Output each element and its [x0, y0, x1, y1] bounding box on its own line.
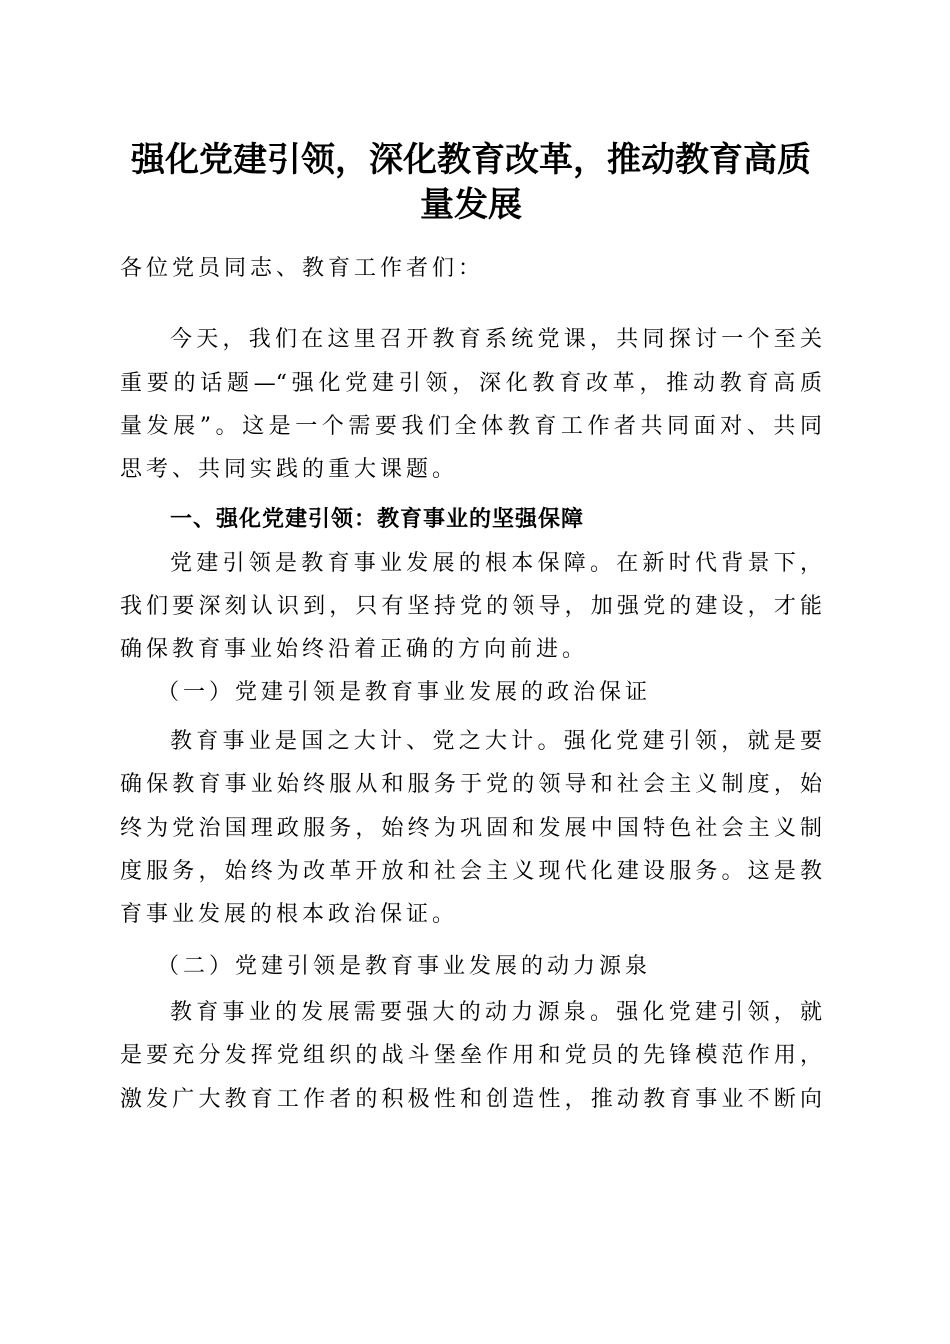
paragraph-line: 党建引领是教育事业发展的根本保障。在新时代背景下，: [170, 551, 822, 576]
paragraph-line: 我们要深刻认识到，只有坚持党的领导，加强党的建设，才能: [120, 594, 822, 619]
section-heading: 一、强化党建引领：教育事业的坚强保障: [170, 507, 585, 532]
paragraph-line: 是要充分发挥党组织的战斗堡垒作用和党员的先锋模范作用，: [120, 1043, 822, 1068]
paragraph-line: 确保教育事业始终服从和服务于党的领导和社会主义制度，始: [120, 772, 822, 797]
paragraph-line: 确保教育事业始终沿着正确的方向前进。: [120, 637, 589, 662]
paragraph-line: 各位党员同志、教育工作者们：: [120, 256, 485, 281]
paragraph-line: 今天，我们在这里召开教育系统党课，共同探讨一个至关: [170, 327, 822, 352]
document-title-line-1: 强化党建引领，深化教育改革，推动教育高质: [131, 140, 811, 180]
paragraph-line: 教育事业的发展需要强大的动力源泉。强化党建引领，就: [170, 1000, 822, 1025]
paragraph-line: 量发展”。这是一个需要我们全体教育工作者共同面对、共同: [120, 414, 822, 439]
document-title-line-2: 量发展: [420, 185, 522, 225]
paragraph-line: 思考、共同实践的重大课题。: [120, 457, 459, 482]
paragraph-line: 教育事业是国之大计、党之大计。强化党建引领，就是要: [170, 729, 822, 754]
paragraph-line: 重要的话题—“强化党建引领，深化教育改革，推动教育高质: [120, 371, 822, 396]
paragraph-line: 激发广大教育工作者的积极性和创造性，推动教育事业不断向: [120, 1087, 822, 1112]
paragraph-line: 育事业发展的根本政治保证。: [120, 902, 459, 927]
paragraph-line: 终为党治国理政服务，始终为巩固和发展中国特色社会主义制: [120, 816, 822, 841]
paragraph-line: 度服务，始终为改革开放和社会主义现代化建设服务。这是教: [120, 859, 822, 884]
subsection-heading: （二）党建引领是教育事业发展的动力源泉: [157, 954, 652, 979]
subsection-heading: （一）党建引领是教育事业发展的政治保证: [157, 680, 652, 705]
